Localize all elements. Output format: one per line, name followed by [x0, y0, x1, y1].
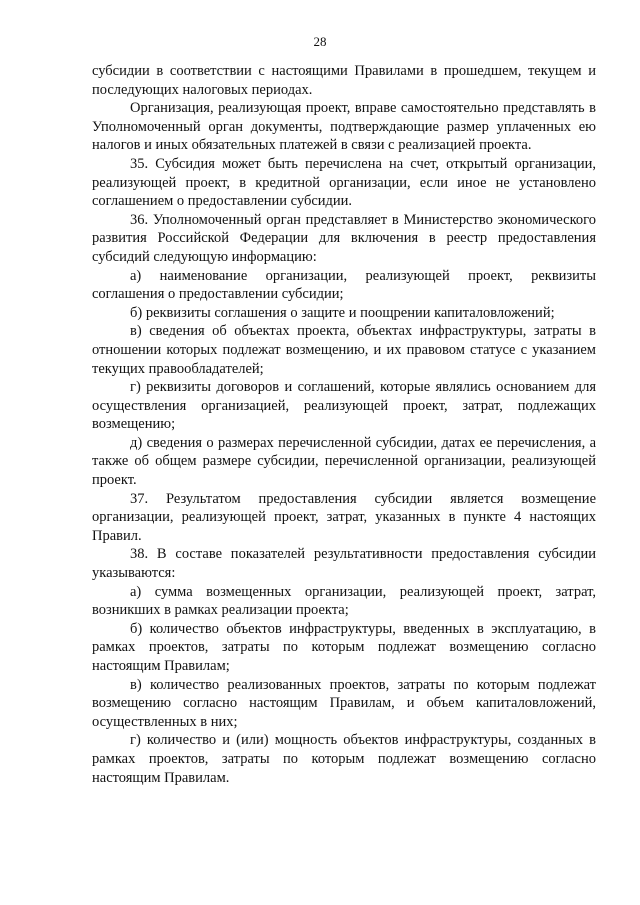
- paragraph-38-g: г) количество и (или) мощность объектов инфраструктуры, созданных в рамках проектов, затраты по которым подлежат возмещению согласно настоящим Правилам.: [92, 732, 596, 786]
- paragraph-continuation: субсидии в соответствии с настоящими Правилами в прошедшем, текущем и последующих налоговых периодах.: [92, 63, 596, 98]
- paragraph-38-a: а) сумма возмещенных организации, реализующей проект, затрат, возникших в рамках реализации проекта;: [92, 583, 596, 619]
- paragraph-35: 35. Субсидия может быть перечислена на счет, открытый организации, реализующей проект, в кредитной организации, если иное не установлено соглашением о предоставлении субсидии.: [92, 155, 596, 210]
- paragraph-organization-right: Организация, реализующая проект, вправе самостоятельно представлять в Уполномоченный орган документы, подтверждающие размер уплаченных ею налогов и иных обязательных платежей в связи с реализацией проекта.: [92, 100, 596, 154]
- paragraph-36-v: в) сведения об объектах проекта, объектах инфраструктуры, затраты в отношении которых подлежат возмещению, и их правовом статусе с указанием текущих правообладателей;: [92, 323, 596, 377]
- paragraph-38-v: в) количество реализованных проектов, затраты по которым подлежат возмещению согласно настоящим Правилам, и объем капиталовложений, осуществленных в них;: [92, 676, 596, 730]
- paragraph-38-b: б) количество объектов инфраструктуры, введенных в эксплуатацию, в рамках проектов, затраты по которым подлежат возмещению согласно настоящим Правилам;: [92, 620, 596, 674]
- paragraph-36-b: б) реквизиты соглашения о защите и поощрении капиталовложений;: [130, 304, 555, 321]
- page-number: 28: [313, 34, 327, 49]
- paragraph-38: 38. В составе показателей результативности предоставления субсидии указываются:: [92, 546, 596, 582]
- document-body: [92, 62, 596, 787]
- paragraph-36-d: д) сведения о размерах перечисленной субсидии, датах ее перечисления, а также об общем размере субсидии, перечисленной организации, реализующей проект.: [92, 434, 596, 489]
- paragraph-36: 36. Уполномоченный орган представляет в Министерство экономического развития Российской Федерации для включения в реестр предоставления субсидий следующую информацию:: [92, 211, 596, 265]
- paragraph-36-g: г) реквизиты договоров и соглашений, которые являлись основанием для осуществления организацией, реализующей проект, затрат, подлежащих возмещению;: [92, 379, 596, 433]
- paragraph-36-a: а) наименование организации, реализующей проект, реквизиты соглашения о предоставлении субсидии;: [92, 267, 596, 303]
- paragraph-37: 37. Результатом предоставления субсидии является возмещение организации, реализующей проект, затрат, указанных в пункте 4 настоящих Правил.: [92, 490, 596, 544]
